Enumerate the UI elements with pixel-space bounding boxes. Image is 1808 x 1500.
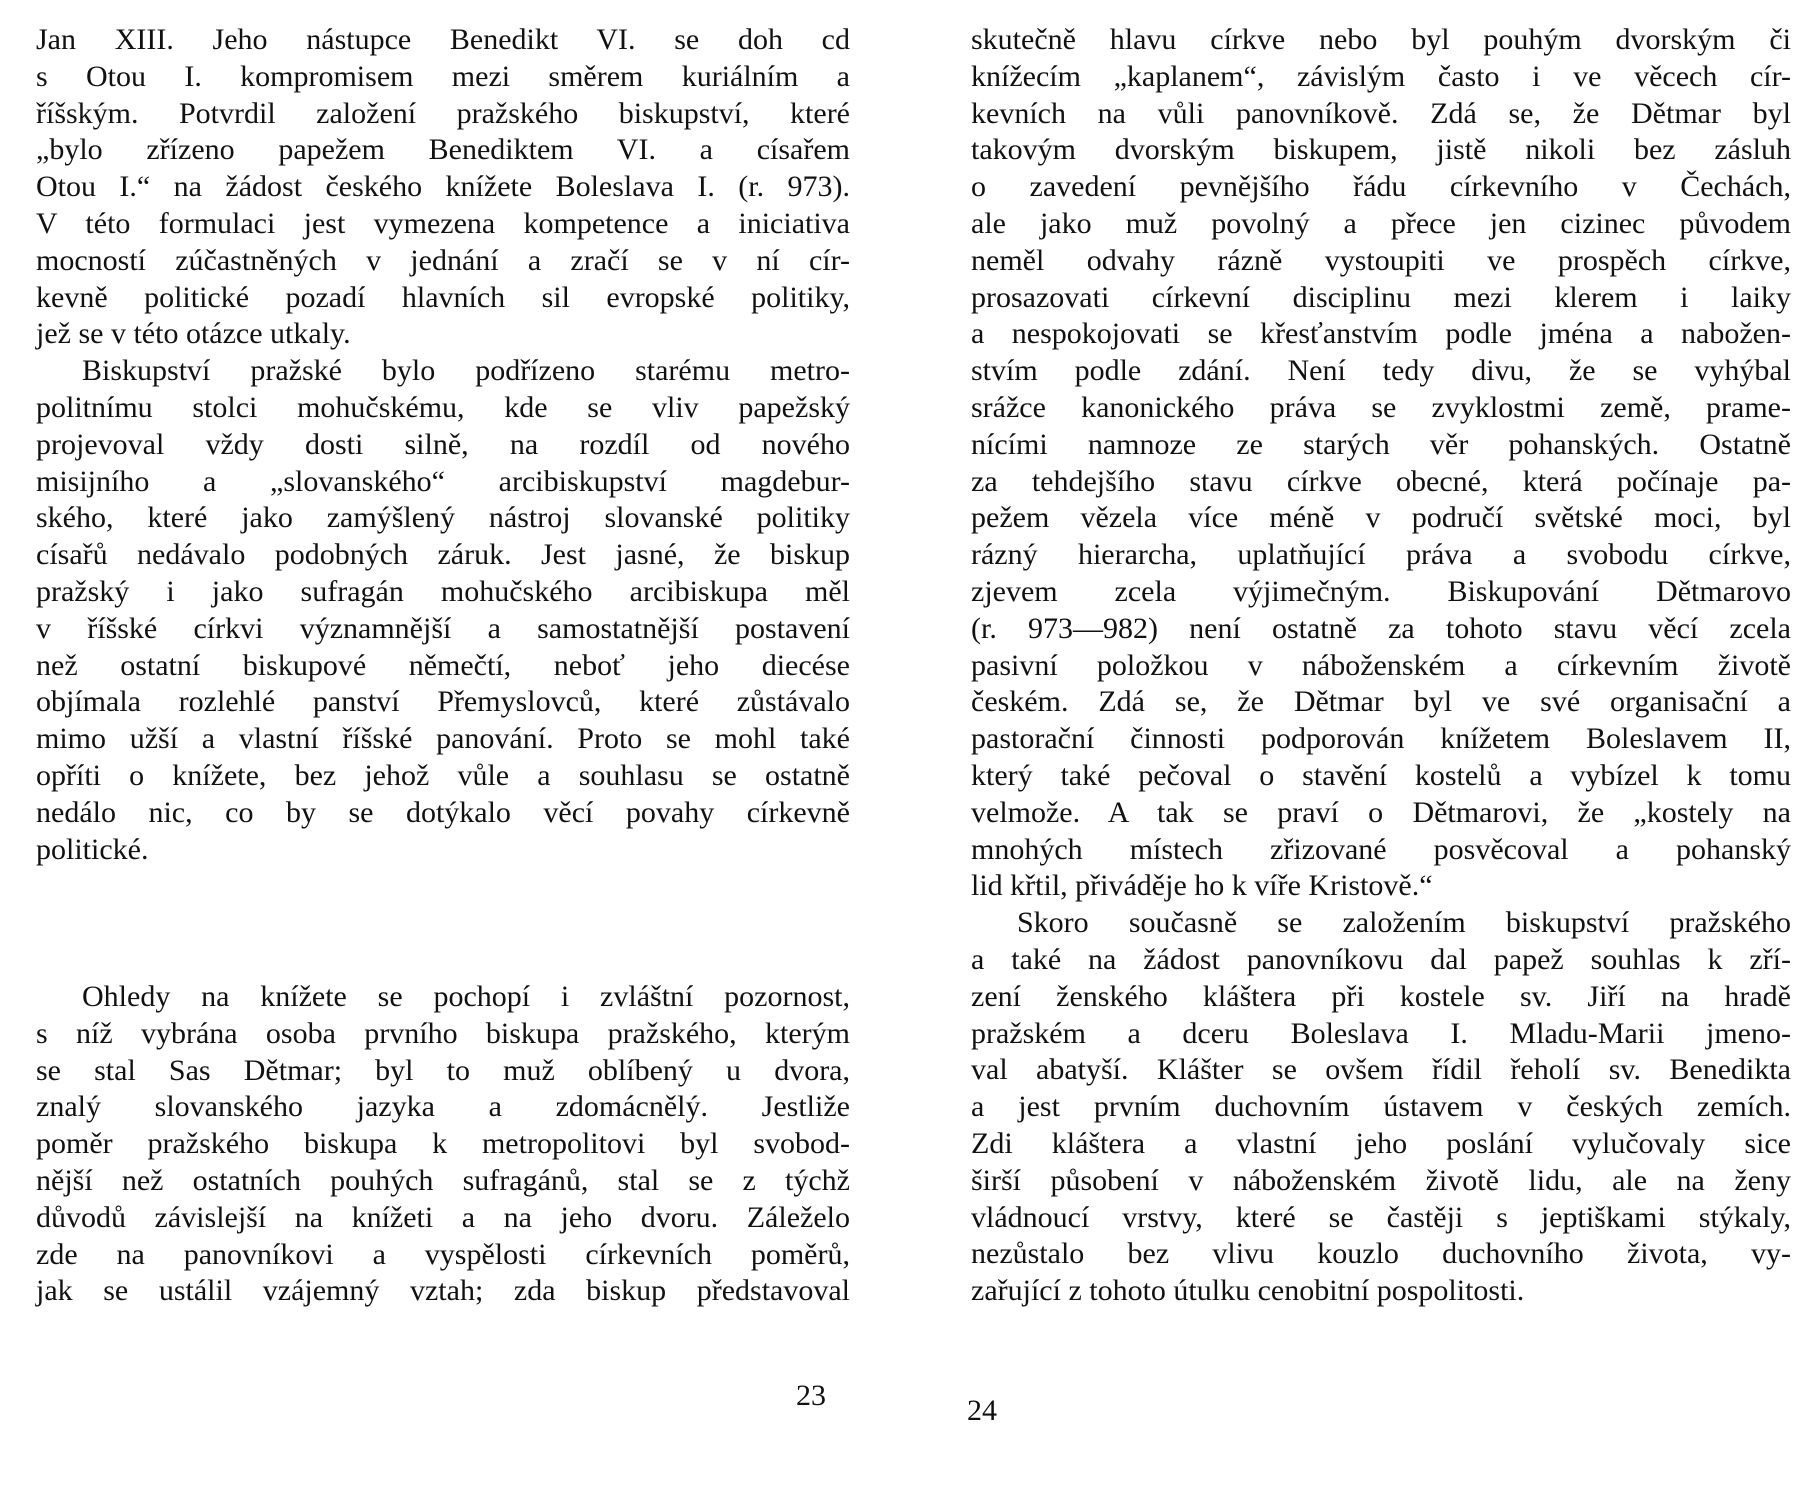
text-line: misijního a „slovanského“ arcibiskupství magdebur-	[36, 464, 850, 498]
text-line: mocností zúčastněných v jednání a zračí se v ní cír-	[36, 243, 850, 277]
text-line: s Otou I. kompromisem mezi směrem kuriálním a	[36, 59, 850, 93]
text-line: v říšské církvi významnější a samostatnější postavení	[36, 611, 850, 645]
text-line: nezůstalo bez vlivu kouzlo duchovního života, vy-	[971, 1237, 1791, 1271]
text-line: lid křtil, přiváděje ho k víře Kristově.“	[971, 869, 1433, 903]
text-line: poměr pražského biskupa k metropolitovi byl svobod-	[36, 1127, 850, 1161]
page-number: 23	[796, 1379, 826, 1412]
text-line: ského, které jako zamýšlený nástroj slovanské politiky	[36, 501, 850, 535]
text-line: skutečně hlavu církve nebo byl pouhým dvorským či	[971, 23, 1791, 56]
text-line: objímala rozlehlé panství Přemyslovců, které zůstávalo	[36, 685, 850, 719]
text-line: se stal Sas Dětmar; byl to muž oblíbený u dvora,	[36, 1053, 850, 1087]
text-line: nedálo nic, co by se dotýkalo věcí povahy církevně	[36, 795, 850, 829]
text-line: politnímu stolci mohučskému, kde se vliv papežský	[36, 390, 850, 424]
text-line: Ohledy na knížete se pochopí i zvláštní pozornost,	[82, 980, 850, 1013]
text-line: knížecím „kaplanem“, závislým často i ve věcech cír-	[971, 59, 1791, 93]
paragraph	[36, 22, 850, 353]
page-number: 24	[967, 1394, 997, 1427]
text-line: jak se ustálil vzájemný vztah; zda biskup představoval	[36, 1274, 850, 1308]
text-line: pražském a dceru Boleslava I. Mladu-Marii jmeno-	[971, 1016, 1791, 1050]
text-line: vládnoucí vrstvy, které se častěji s jeptiškami stýkaly,	[971, 1200, 1791, 1234]
text-line: nícími namnoze ze starých věr pohanských. Ostatně	[971, 427, 1791, 461]
text-line: pastorační činnosti podporován knížetem Boleslavem II,	[971, 722, 1791, 756]
text-line: zjevem zcela výjimečným. Biskupování Dětmarovo	[971, 574, 1791, 608]
text-line: ale jako muž povolný a přece jen cizinec původem	[971, 206, 1791, 240]
text-line: důvodů závislejší na knížeti a na jeho dvoru. Záleželo	[36, 1200, 850, 1234]
paragraph	[971, 22, 1791, 905]
text-line: pežem vězela více méně v područí světské moci, byl	[971, 501, 1791, 535]
text-line: val abatyší. Klášter se ovšem řídil řeholí sv. Benedikta	[971, 1053, 1791, 1087]
paragraph	[971, 905, 1791, 1310]
text-line: velmože. A tak se praví o Dětmarovi, že „kostely na	[971, 795, 1791, 829]
text-line: s níž vybrána osoba prvního biskupa pražského, kterým	[36, 1016, 850, 1050]
text-line: „bylo zřízeno papežem Benediktem VI. a císařem	[36, 133, 850, 167]
text-line: zde na panovníkovi a vyspělosti církevních poměrů,	[36, 1237, 850, 1271]
text-line: širší působení v náboženském životě lidu, ale na ženy	[971, 1163, 1791, 1197]
page-24	[904, 0, 1808, 1500]
text-line: neměl odvahy rázně vystoupiti ve prospěch církve,	[971, 243, 1791, 277]
text-line: jež se v této otázce utkaly.	[36, 317, 351, 351]
text-line: stvím podle zdání. Není tedy divu, že se vyhýbal	[971, 354, 1791, 388]
text-line: (r. 973—982) není ostatně za tohoto stavu věcí zcela	[971, 611, 1791, 645]
text-line: zení ženského kláštera při kostele sv. Jiří na hradě	[971, 979, 1791, 1013]
text-line: mimo užší a vlastní říšské panování. Proto se mohl také	[36, 722, 850, 756]
text-line: říšským. Potvrdil založení pražského biskupství, které	[36, 96, 850, 130]
text-line: mnohých místech zřizované posvěcoval a pohanský	[971, 832, 1791, 866]
text-line: Biskupství pražské bylo podřízeno starému metro-	[82, 354, 850, 388]
text-line: který také pečoval o stavění kostelů a vybízel k tomu	[971, 758, 1791, 792]
text-line: než ostatní biskupové němečtí, neboť jeho diecése	[36, 648, 850, 682]
text-line: a nespokojovati se křesťanstvím podle jména a nabožen-	[971, 317, 1791, 351]
text-line: rázný hierarcha, uplatňující práva a svobodu církve,	[971, 538, 1791, 572]
text-line: znalý slovanského jazyka a zdomácnělý. Jestliže	[36, 1090, 850, 1124]
text-line: a také na žádost panovníkovu dal papež souhlas k zří-	[971, 942, 1791, 976]
text-line: o zavedení pevnějšího řádu církevního v Čechách,	[971, 170, 1791, 204]
text-line: císařů nedávalo podobných záruk. Jest jasné, že biskup	[36, 538, 850, 572]
text-line: pasivní položkou v náboženském a církevním životě	[971, 648, 1791, 682]
text-line: českém. Zdá se, že Dětmar byl ve své organisační a	[971, 685, 1791, 719]
text-line: kevních na vůli panovníkově. Zdá se, že Dětmar byl	[971, 96, 1791, 130]
text-line: Otou I.“ na žádost českého knížete Boleslava I. (r. 973).	[36, 170, 850, 204]
text-line: projevoval vždy dosti silně, na rozdíl od nového	[36, 427, 850, 461]
text-line: takovým dvorským biskupem, jistě nikoli bez zásluh	[971, 133, 1791, 167]
text-line: zařující z tohoto útulku cenobitní pospolitosti.	[971, 1274, 1525, 1308]
text-column	[36, 22, 850, 1308]
text-line: V této formulaci jest vymezena kompetence a iniciativa	[36, 206, 850, 240]
text-line: Jan XIII. Jeho nástupce Benedikt VI. se doh cd	[36, 23, 850, 56]
text-line: nější než ostatních pouhých sufragánů, stal se z týchž	[36, 1163, 850, 1197]
text-line: srážce kanonického práva se zvyklostmi země, prame-	[971, 390, 1791, 424]
paragraph	[36, 353, 850, 868]
text-line: Zdi kláštera a vlastní jeho poslání vylučovaly sice	[971, 1126, 1791, 1160]
text-line: politické.	[36, 832, 149, 866]
text-line: Skoro současně se založením biskupství pražského	[1017, 906, 1791, 940]
text-line: prosazovati církevní disciplinu mezi klerem i laiky	[971, 280, 1791, 314]
text-line: za tehdejšího stavu církve obecné, která počínaje pa-	[971, 464, 1791, 498]
text-column	[971, 22, 1791, 1310]
text-line: opříti o knížete, bez jehož vůle a souhlasu se ostatně	[36, 758, 850, 792]
text-line: pražský i jako sufragán mohučského arcibiskupa měl	[36, 574, 850, 608]
paragraph	[36, 979, 850, 1310]
text-line: kevně politické pozadí hlavních sil evropské politiky,	[36, 280, 850, 314]
text-line: a jest prvním duchovním ústavem v českých zemích.	[971, 1090, 1791, 1124]
